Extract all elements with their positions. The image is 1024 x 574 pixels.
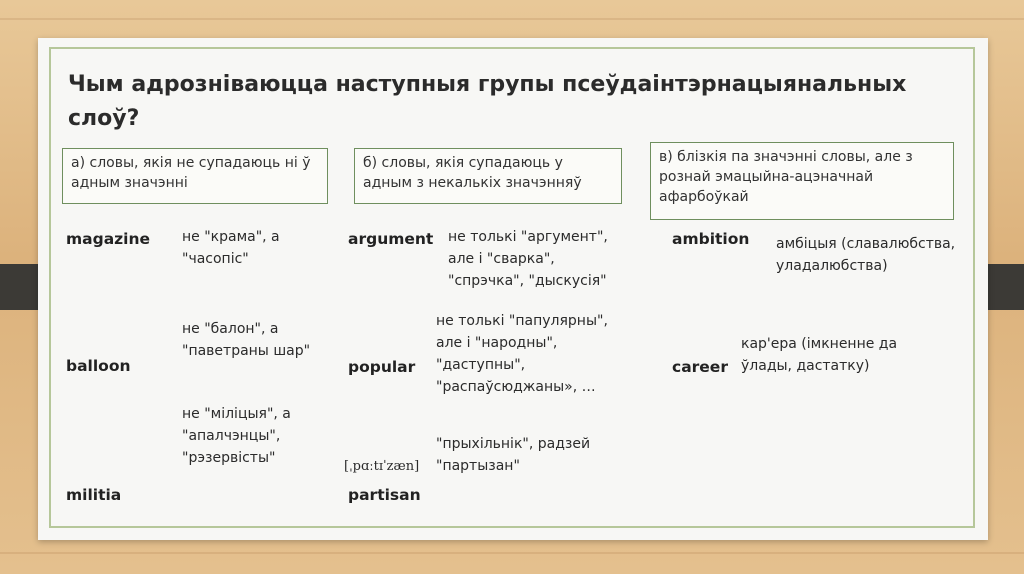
slide-title: Чым адрозніваюцца наступныя групы псеўдаінтэрнацыянальных слоў?	[68, 72, 907, 131]
note-ambition: амбіцыя (славалюбства, уладалюбства)	[776, 236, 956, 274]
word-partisan: partisan	[348, 486, 421, 504]
ipa-partisan: [ˌpɑːtɪˈzæn]	[344, 459, 420, 474]
word-balloon: balloon	[66, 357, 131, 375]
word-career: career	[672, 358, 728, 376]
note-argument: не толькі "аргумент", але і "сварка", "спрэчка", "дыскусія"	[448, 229, 608, 289]
group-c-box: в) блізкія па значэнні словы, але з рознай эмацыйна-ацэначнай афарбоўкай	[650, 142, 954, 220]
group-a-box: а) словы, якія не супадаюць ні ў адным значэнні	[62, 148, 328, 204]
note-career: кар'ера (імкненне да ўлады, дастатку)	[741, 336, 898, 374]
note-militia: не "міліцыя", а "апалчэнцы", "рэзервісты"	[182, 406, 291, 466]
note-partisan: "прыхільнік", радзей "партызан"	[436, 436, 591, 474]
word-argument: argument	[348, 230, 434, 248]
group-b-box: б) словы, якія супадаюць у адным з некалькіх значэнняў	[354, 148, 622, 204]
word-militia: militia	[66, 486, 122, 504]
note-popular: не толькі "папулярны", але і "народны", "даступны", "распаўсюджаны», …	[436, 313, 608, 395]
note-magazine: не "крама", а "часопіс"	[182, 229, 280, 267]
word-magazine: magazine	[66, 230, 151, 248]
word-ambition: ambition	[672, 230, 750, 248]
note-balloon: не "балон", а "паветраны шар"	[182, 321, 311, 359]
word-popular: popular	[348, 358, 416, 376]
